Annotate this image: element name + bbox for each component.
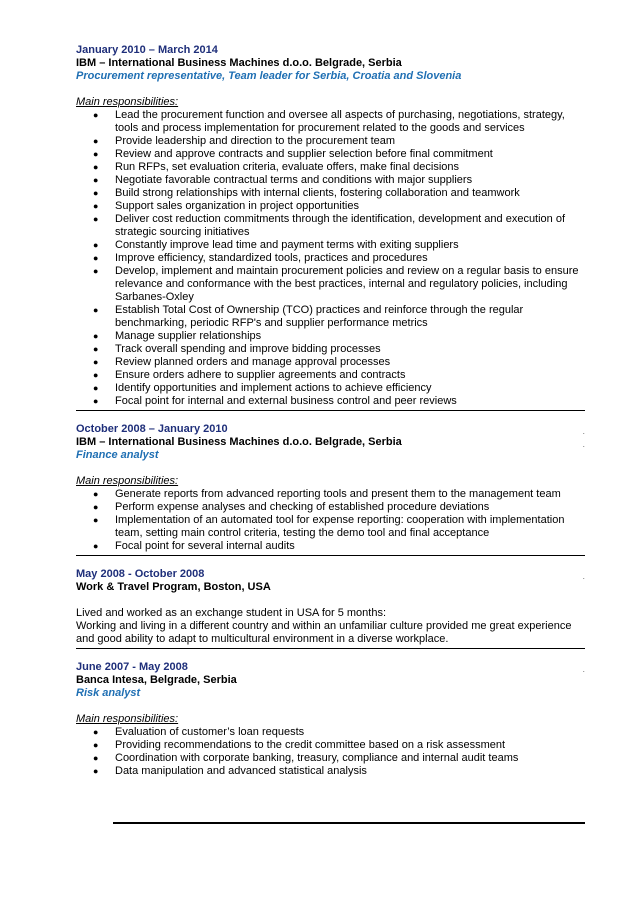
bullet-icon: ● [93, 110, 99, 120]
margin-dot: . [582, 439, 585, 449]
job-company: Banca Intesa, Belgrade, Serbia [76, 674, 237, 686]
list-item [76, 304, 585, 330]
responsibilities-list [76, 109, 585, 408]
list-item [76, 161, 585, 174]
job-description: Lived and worked as an exchange student in USA for 5 months: [76, 607, 387, 619]
job-banca-intesa [76, 661, 585, 778]
list-item-text: Perform expense analyses and checking of established procedure deviations [115, 501, 490, 513]
list-item-text: Deliver cost reduction commitments through the identification, development and execution of strategic sourcing initiatives [115, 213, 566, 238]
list-item [76, 726, 585, 739]
list-item-text: Coordination with corporate banking, treasury, compliance and internal audit teams [115, 752, 519, 764]
list-item-text: Ensure orders adhere to supplier agreements and contracts [115, 369, 406, 381]
job-role: Finance analyst [76, 449, 159, 461]
bullet-icon: ● [93, 357, 99, 367]
bullet-icon: ● [93, 305, 99, 315]
bullet-icon: ● [93, 162, 99, 172]
bullet-icon: ● [93, 370, 99, 380]
bullet-icon: ● [93, 515, 99, 525]
job-role: Risk analyst [76, 687, 141, 699]
responsibilities-list [76, 726, 585, 778]
list-item [76, 213, 585, 239]
bullet-icon: ● [93, 240, 99, 250]
list-item [76, 739, 585, 752]
bullet-icon: ● [93, 541, 99, 551]
bullet-icon: ● [93, 175, 99, 185]
margin-dot: . [582, 571, 585, 581]
list-item [76, 395, 585, 408]
list-item [76, 330, 585, 343]
bullet-icon: ● [93, 188, 99, 198]
list-item [76, 540, 585, 553]
job-work-travel [76, 568, 585, 649]
list-item [76, 252, 585, 265]
list-item-text: Review and approve contracts and supplier selection before final commitment [115, 148, 493, 160]
job-company: Work & Travel Program, Boston, USA [76, 581, 271, 593]
list-item-text: Improve efficiency, standardized tools, practices and procedures [115, 252, 428, 264]
list-item [76, 382, 585, 395]
job-date: May 2008 - October 2008 [76, 568, 205, 580]
bullet-icon: ● [93, 383, 99, 393]
list-item [76, 488, 585, 501]
job-description: Working and living in a different country and within an unfamiliar culture provided me great experience and good ability to adapt to multicultural environment in a diverse workplace. [76, 620, 572, 645]
list-item [76, 148, 585, 161]
job-ibm-finance [76, 423, 585, 556]
bullet-icon: ● [93, 331, 99, 341]
list-item-text: Build strong relationships with internal clients, fostering collaboration and teamwork [115, 187, 520, 199]
bullet-icon: ● [93, 753, 99, 763]
bullet-icon: ● [93, 396, 99, 406]
bullet-icon: ● [93, 502, 99, 512]
list-item-text: Evaluation of customer’s loan requests [115, 726, 305, 738]
bullet-icon: ● [93, 344, 99, 354]
section-divider [76, 554, 585, 556]
list-item [76, 343, 585, 356]
list-item-text: Negotiate favorable contractual terms and conditions with major suppliers [115, 174, 473, 186]
list-item [76, 265, 585, 304]
bullet-icon: ● [93, 149, 99, 159]
list-item-text: Providing recommendations to the credit committee based on a risk assessment [115, 739, 506, 751]
list-item [76, 187, 585, 200]
list-item-text: Run RFPs, set evaluation criteria, evaluate offers, make final decisions [115, 161, 460, 173]
bullet-icon: ● [93, 266, 99, 276]
footer-rule [113, 822, 585, 824]
list-item-text: Track overall spending and improve bidding processes [115, 343, 381, 355]
bullet-icon: ● [93, 489, 99, 499]
list-item-text: Data manipulation and advanced statistical analysis [115, 765, 367, 777]
list-item-text: Focal point for several internal audits [115, 540, 295, 552]
responsibilities-list [76, 488, 585, 553]
margin-dot: . [582, 664, 585, 674]
bullet-icon: ● [93, 136, 99, 146]
list-item-text: Establish Total Cost of Ownership (TCO) practices and reinforce through the regular benchmarking, periodic RFP's and supplier performance metrics [115, 304, 524, 329]
list-item-text: Constantly improve lead time and payment terms with exiting suppliers [115, 239, 459, 251]
job-date: June 2007 - May 2008 [76, 661, 188, 673]
job-role: Procurement representative, Team leader for Serbia, Croatia and Slovenia [76, 70, 462, 82]
resume-page [76, 44, 585, 778]
bullet-icon: ● [93, 214, 99, 224]
responsibilities-label: Main responsibilities: [76, 475, 179, 487]
list-item-text: Identify opportunities and implement actions to achieve efficiency [115, 382, 432, 394]
list-item-text: Review planned orders and manage approval processes [115, 356, 391, 368]
list-item [76, 174, 585, 187]
bullet-icon: ● [93, 766, 99, 776]
job-date: October 2008 – January 2010 [76, 423, 228, 435]
job-company: IBM – International Business Machines d.o.o. Belgrade, Serbia [76, 436, 402, 448]
responsibilities-label: Main responsibilities: [76, 96, 179, 108]
section-divider [76, 409, 585, 411]
job-ibm-procurement [76, 44, 585, 411]
list-item-text: Manage supplier relationships [115, 330, 262, 342]
list-item [76, 200, 585, 213]
list-item [76, 501, 585, 514]
list-item [76, 356, 585, 369]
job-date: January 2010 – March 2014 [76, 44, 218, 56]
bullet-icon: ● [93, 740, 99, 750]
responsibilities-label: Main responsibilities: [76, 713, 179, 725]
list-item-text: Focal point for internal and external business control and peer reviews [115, 395, 457, 407]
list-item-text: Implementation of an automated tool for expense reporting: cooperation with implementation team, setting main control criteria, testing the demo tool and final acceptance [115, 514, 565, 539]
bullet-icon: ● [93, 727, 99, 737]
list-item [76, 514, 585, 540]
margin-dot: . [582, 426, 585, 436]
list-item [76, 765, 585, 778]
list-item-text: Provide leadership and direction to the procurement team [115, 135, 396, 147]
list-item-text: Support sales organization in project opportunities [115, 200, 359, 212]
list-item-text: Develop, implement and maintain procurement policies and review on a regular basis to ensure relevance and conformance with the best practices, internal and regulatory policies, including Sarbanes-Oxley [115, 265, 579, 303]
list-item-text: Generate reports from advanced reporting tools and present them to the management team [115, 488, 561, 500]
list-item-text: Lead the procurement function and oversee all aspects of purchasing, negotiations, strategy, tools and process implementation for procurement related to the goods and services [115, 109, 565, 134]
section-divider [76, 647, 585, 649]
bullet-icon: ● [93, 253, 99, 263]
bullet-icon: ● [93, 201, 99, 211]
list-item [76, 369, 585, 382]
list-item [76, 109, 585, 135]
job-company: IBM – International Business Machines d.o.o. Belgrade, Serbia [76, 57, 402, 69]
list-item [76, 135, 585, 148]
list-item [76, 239, 585, 252]
list-item [76, 752, 585, 765]
